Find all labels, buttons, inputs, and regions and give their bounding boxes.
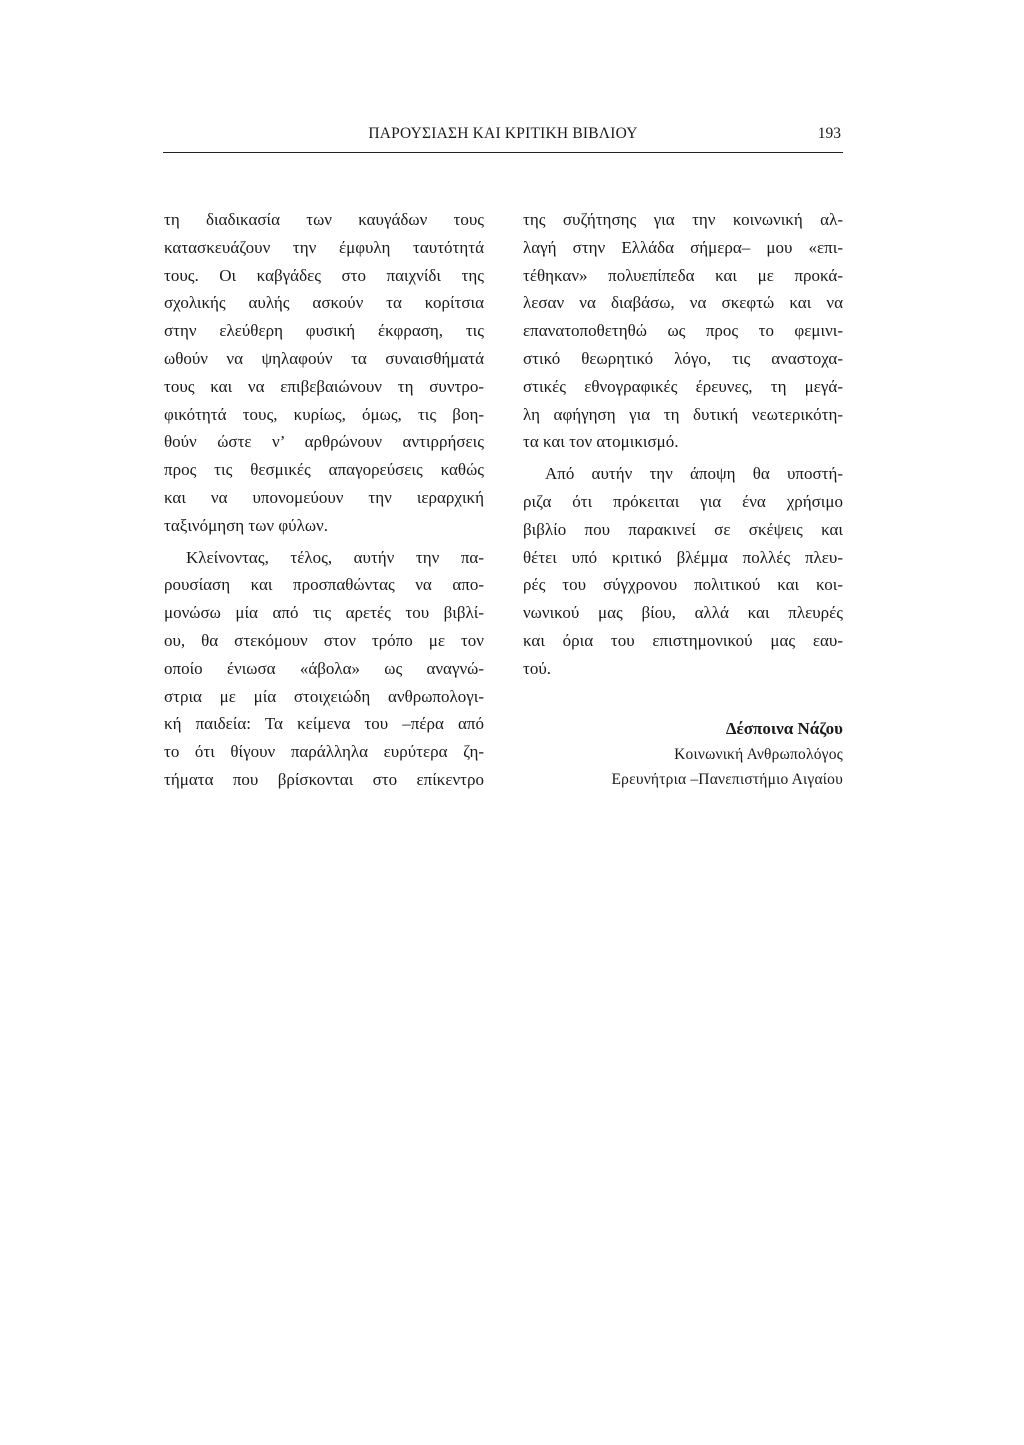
text-line: στην ελεύθερη φυσική έκφραση, τις (164, 321, 484, 341)
text-line: οποίο ένιωσα «άβολα» ως αναγνώ- (164, 658, 484, 678)
text-line: ρουσίαση και προσπαθώντας να απο- (164, 575, 484, 595)
running-title: ΠΑΡΟΥΣΙΑΣΗ ΚΑΙ ΚΡΙΤΙΚΗ ΒΙΒΛΙΟΥ (368, 125, 638, 142)
text-line: κατασκευάζουν την έμφυλη ταυτότητά (164, 237, 484, 257)
paragraph (164, 206, 484, 540)
text-line: κή παιδεία: Τα κείμενα του –πέρα από (164, 714, 484, 734)
text-line: μονώσω μία από τις αρετές του βιβλί- (164, 603, 484, 623)
text-line: ου, θα στεκόμουν στον τρόπο με τον (164, 630, 484, 650)
right-column (523, 206, 843, 687)
text-line: βιβλίο που παρακινεί σε σκέψεις και (523, 519, 843, 539)
text-line: ριζα ότι πρόκειται για ένα χρήσιμο (523, 491, 843, 511)
text-line: ταξινόμηση των φύλων. (164, 515, 328, 535)
text-line: ωθούν να ψηλαφούν τα συναισθήματά (164, 348, 484, 368)
text-line: το ότι θίγουν παράλληλα ευρύτερα ζη- (164, 742, 484, 762)
text-line: ρές του σύγχρονου πολιτικού και κοι- (523, 575, 843, 595)
text-line: προς τις θεσμικές απαγορεύσεις καθώς (164, 460, 484, 480)
text-line: της συζήτησης για την κοινωνική αλ- (523, 210, 843, 229)
text-line: και να υπονομεύουν την ιεραρχική (164, 487, 484, 507)
text-line: επανατοποθετηθώ ως προς το φεμινι- (523, 321, 843, 341)
text-line: θούν ώστε ν’ αρθρώνουν αντιρρήσεις (164, 432, 484, 452)
text-line: τέθηκαν» πολυεπίπεδα και με προκά- (523, 265, 843, 285)
text-line: τα και τον ατομικισμό. (523, 432, 679, 452)
text-line: στικό θεωρητικό λόγο, τις αναστοχα- (523, 348, 843, 368)
paragraph (523, 206, 843, 456)
text-line: τού. (523, 658, 551, 678)
author-signature (523, 716, 843, 792)
text-line: λαγή στην Ελλάδα σήμερα– μου «επι- (523, 237, 843, 257)
paragraph (523, 460, 843, 682)
text-line: τη διαδικασία των καυγάδων τους (164, 210, 484, 229)
left-column (164, 206, 484, 798)
author-role: Κοινωνική Ανθρωπολόγος (674, 746, 843, 763)
text-line: λη αφήγηση για τη δυτική νεωτερικότη- (523, 404, 843, 424)
text-line: τους και να επιβεβαιώνουν τη συντρο- (164, 376, 484, 396)
page-number: 193 (817, 125, 841, 142)
text-line: λεσαν να διαβάσω, να σκεφτώ και να (523, 293, 843, 313)
author-name: Δέσποινα Νάζου (725, 719, 843, 738)
paragraph (164, 544, 484, 794)
running-header (163, 124, 843, 153)
text-line: στικές εθνογραφικές έρευνες, τη μεγά- (523, 376, 843, 396)
text-line: Κλείνοντας, τέλος, αυτήν την πα- (186, 547, 484, 567)
author-affiliation: Ερευνήτρια –Πανεπιστήμιο Αιγαίου (611, 771, 843, 788)
text-line: Από αυτήν την άποψη θα υποστή- (545, 464, 843, 484)
text-line: θέτει υπό κριτικό βλέμμα πολλές πλευ- (523, 547, 843, 567)
text-line: φικότητά τους, κυρίως, όμως, τις βοη- (164, 404, 484, 424)
text-line: νωνικού μας βίου, αλλά και πλευρές (523, 603, 843, 623)
text-line: σχολικής αυλής ασκούν τα κορίτσια (164, 293, 484, 313)
text-line: τήματα που βρίσκονται στο επίκεντρο (164, 769, 484, 789)
text-line: τους. Οι καβγάδες στο παιχνίδι της (164, 265, 484, 285)
text-line: στρια με μία στοιχειώδη ανθρωπολογι- (164, 686, 484, 706)
text-line: και όρια του επιστημονικού μας εαυ- (523, 630, 843, 650)
